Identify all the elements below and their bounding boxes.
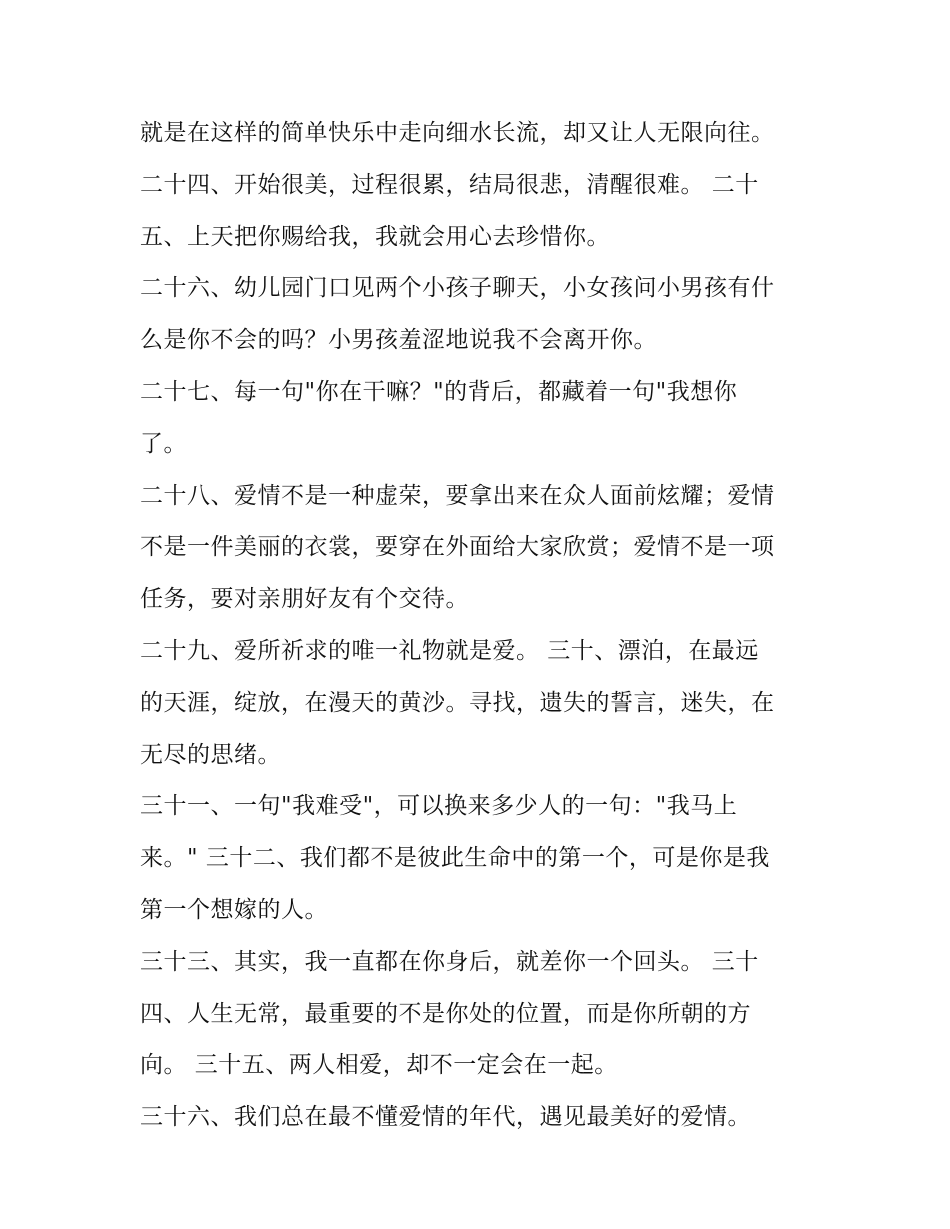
text-line: 么是你不会的吗？小男孩羞涩地说我不会离开你。 (140, 327, 657, 354)
text-line: 就是在这样的简单快乐中走向细水长流，却又让人无限向往。 (140, 120, 775, 146)
text-line: 三十一、一句"我难受"，可以换来多少人的一句："我马上 (140, 793, 738, 820)
text-line: 四、人生无常，最重要的不是你处的位置，而是你所朝的方 (140, 1000, 751, 1027)
text-line: 的天涯，绽放，在漫天的黄沙。寻找，遗失的誓言，迷失，在 (140, 689, 775, 716)
text-line: 任务，要对亲朋好友有个交待。 (140, 586, 469, 613)
text-line: 二十七、每一句"你在干嘛？"的背后，都藏着一句"我想你 (140, 378, 738, 405)
text-line: 二十八、爱情不是一种虚荣，要拿出来在众人面前炫耀；爱情 (140, 482, 775, 509)
text-line: 五、上天把你赐给我，我就会用心去珍惜你。 (140, 223, 610, 250)
text-line: 二十四、开始很美，过程很累，结局很悲，清醒很难。 二十 (140, 171, 759, 198)
text-line: 向。 三十五、两人相爱，却不一定会在一起。 (140, 1052, 618, 1079)
text-line: 第一个想嫁的人。 (140, 896, 328, 923)
text-line: 不是一件美丽的衣裳，要穿在外面给大家欣赏；爱情不是一项 (140, 534, 775, 561)
text-line: 了。 (140, 430, 187, 457)
text-line: 无尽的思绪。 (140, 741, 281, 768)
document-body (140, 108, 830, 1144)
text-line: 来。" 三十二、我们都不是彼此生命中的第一个，可是你是我 (140, 845, 770, 872)
text-line: 二十六、幼儿园门口见两个小孩子聊天，小女孩问小男孩有什 (140, 275, 775, 302)
text-line: 二十九、爱所祈求的唯一礼物就是爱。 三十、漂泊，在最远 (140, 637, 759, 664)
text-line: 三十六、我们总在最不懂爱情的年代，遇见最美好的爱情。 (140, 1104, 751, 1131)
text-line: 三十三、其实，我一直都在你身后，就差你一个回头。 三十 (140, 948, 759, 975)
